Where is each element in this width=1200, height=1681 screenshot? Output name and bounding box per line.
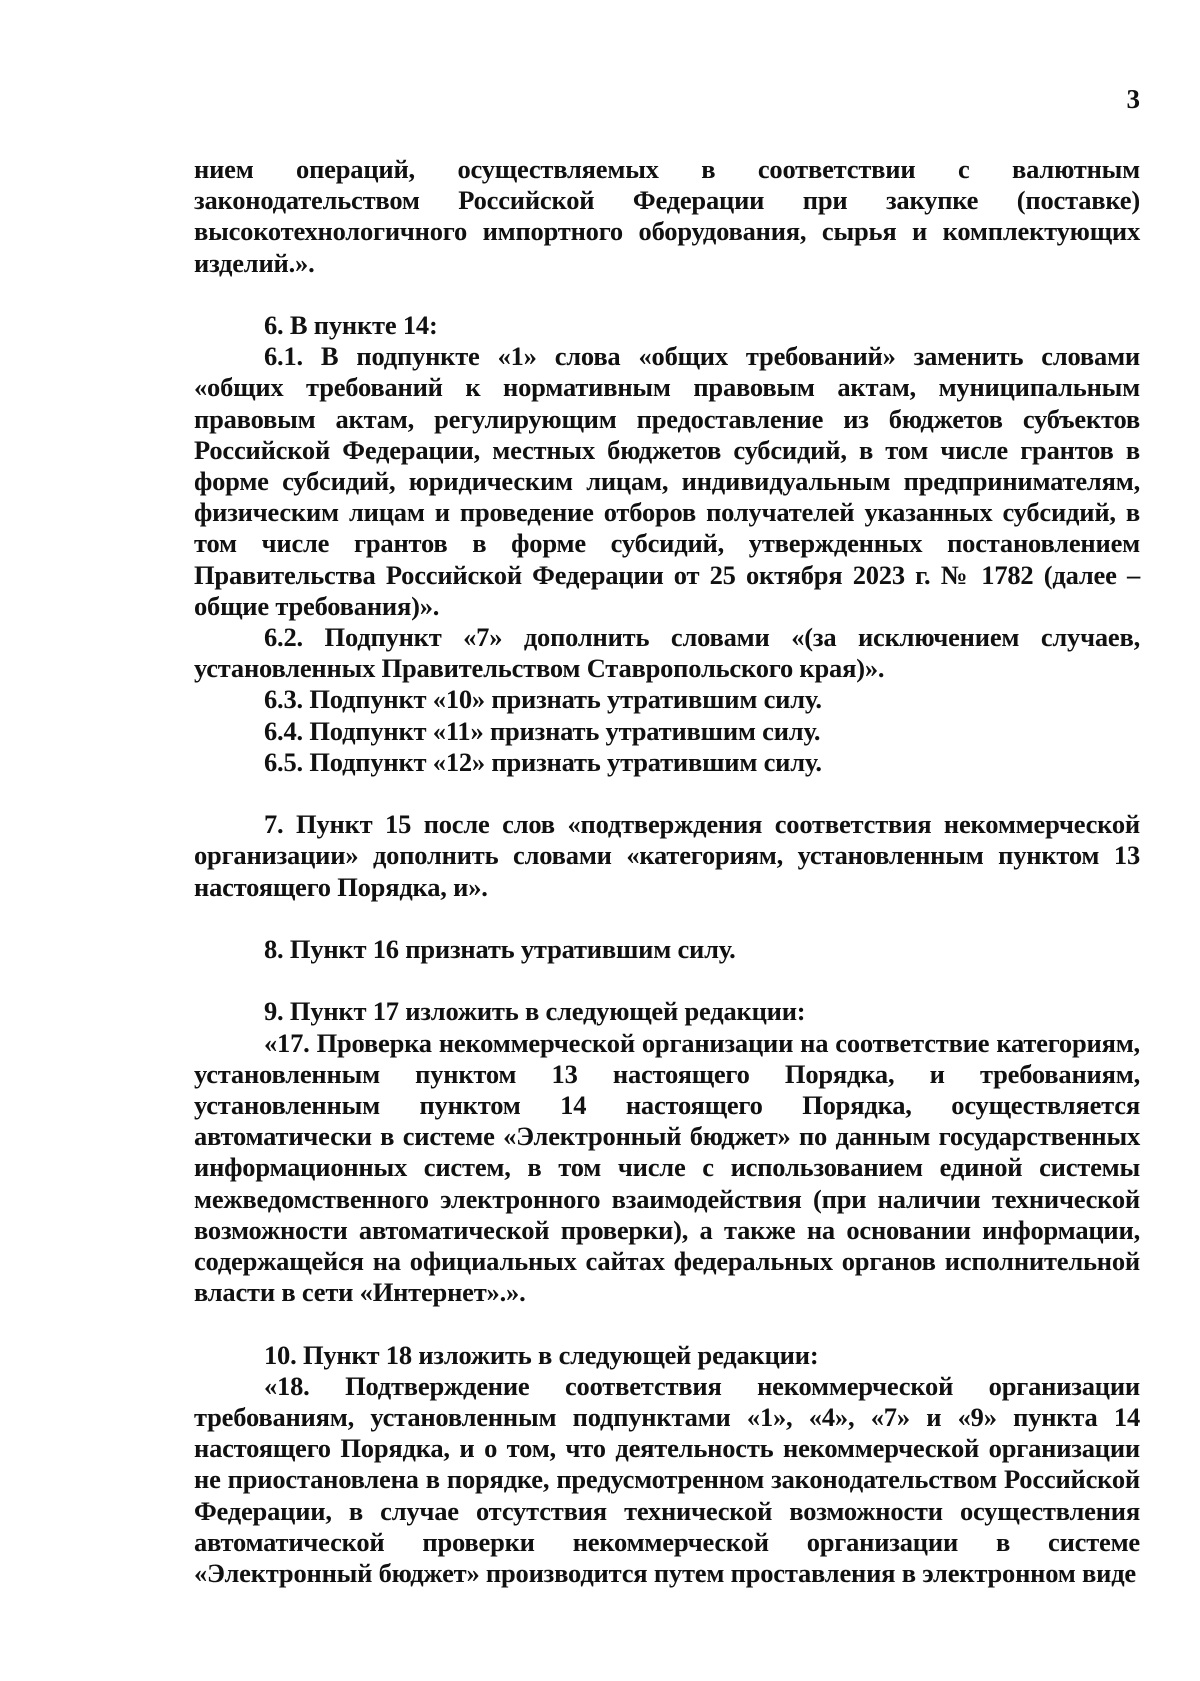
- paragraph-item-6-2: 6.2. Подпункт «7» дополнить словами «(за исключением случаев, установленных Правительством Ставропольского края)».: [194, 622, 1140, 684]
- paragraph-item-9: 9. Пункт 17 изложить в следующей редакции:: [264, 996, 806, 1027]
- page-number: 3: [1126, 84, 1140, 114]
- paragraph-item-10: 10. Пункт 18 изложить в следующей редакции:: [264, 1339, 819, 1370]
- paragraph-item-6-1: 6.1. В подпункте «1» слова «общих требований» заменить словами «общих требований к нормативным правовым актам, муниципальным правовым актам, регулирующим предоставление из бюджетов субъектов Российской Федерации, местных бюджетов субсидий, в том числе грантов в форме субсидий, юридическим лицам, индивидуальным предпринимателям, физическим лицам и проведение отборов получателей указанных субсидий, в том числе грантов в форме субсидий, утвержденных постановлением Правительства Российской Федерации от 25 октября 2023 г. № 1782 (далее – общие требования)».: [194, 341, 1140, 621]
- paragraph-item-18-text: «18. Подтверждение соответствия некоммерческой организации требованиям, установленным подпунктами «1», «4», «7» и «9» пункта 14 настоящего Порядка, и о том, что деятельность некоммерческой организации не приостановлена в порядке, предусмотренном законодательством Российской Федерации, в случае отсутствия технической возможности осуществления автоматической проверки некоммерческой организации в системе «Электронный бюджет» производится путем проставления в электронном виде: [194, 1370, 1140, 1589]
- paragraph-item-6-3: 6.3. Подпункт «10» признать утратившим силу.: [264, 684, 822, 715]
- paragraph-continuation: нием операций, осуществляемых в соответствии с валютным законодательством Российской Федерации при закупке (поставке) высокотехнологичного импортного оборудования, сырья и комплектующих изделий.».: [194, 154, 1140, 278]
- paragraph-item-6-5: 6.5. Подпункт «12» признать утратившим силу.: [264, 746, 822, 777]
- paragraph-item-7: 7. Пункт 15 после слов «подтверждения соответствия некоммерческой организации» дополнить словами «категориям, установленным пунктом 13 настоящего Порядка, и».: [194, 809, 1140, 902]
- document-body: [194, 154, 1140, 1589]
- paragraph-item-6: 6. В пункте 14:: [264, 310, 438, 340]
- paragraph-item-6-4: 6.4. Подпункт «11» признать утратившим силу.: [264, 715, 821, 746]
- paragraph-item-17-text: «17. Проверка некоммерческой организации на соответствие категориям, установленным пунктом 13 настоящего Порядка, и требованиям, установленным пунктом 14 настоящего Порядка, осуществляется автоматически в системе «Электронный бюджет» по данным государственных информационных систем, в том числе с использованием единой системы межведомственного электронного взаимодействия (при наличии технической возможности автоматической проверки), а также на основании информации, содержащейся на официальных сайтах федеральных органов исполнительной власти в сети «Интернет».».: [194, 1027, 1140, 1308]
- paragraph-item-8: 8. Пункт 16 признать утратившим силу.: [264, 934, 736, 965]
